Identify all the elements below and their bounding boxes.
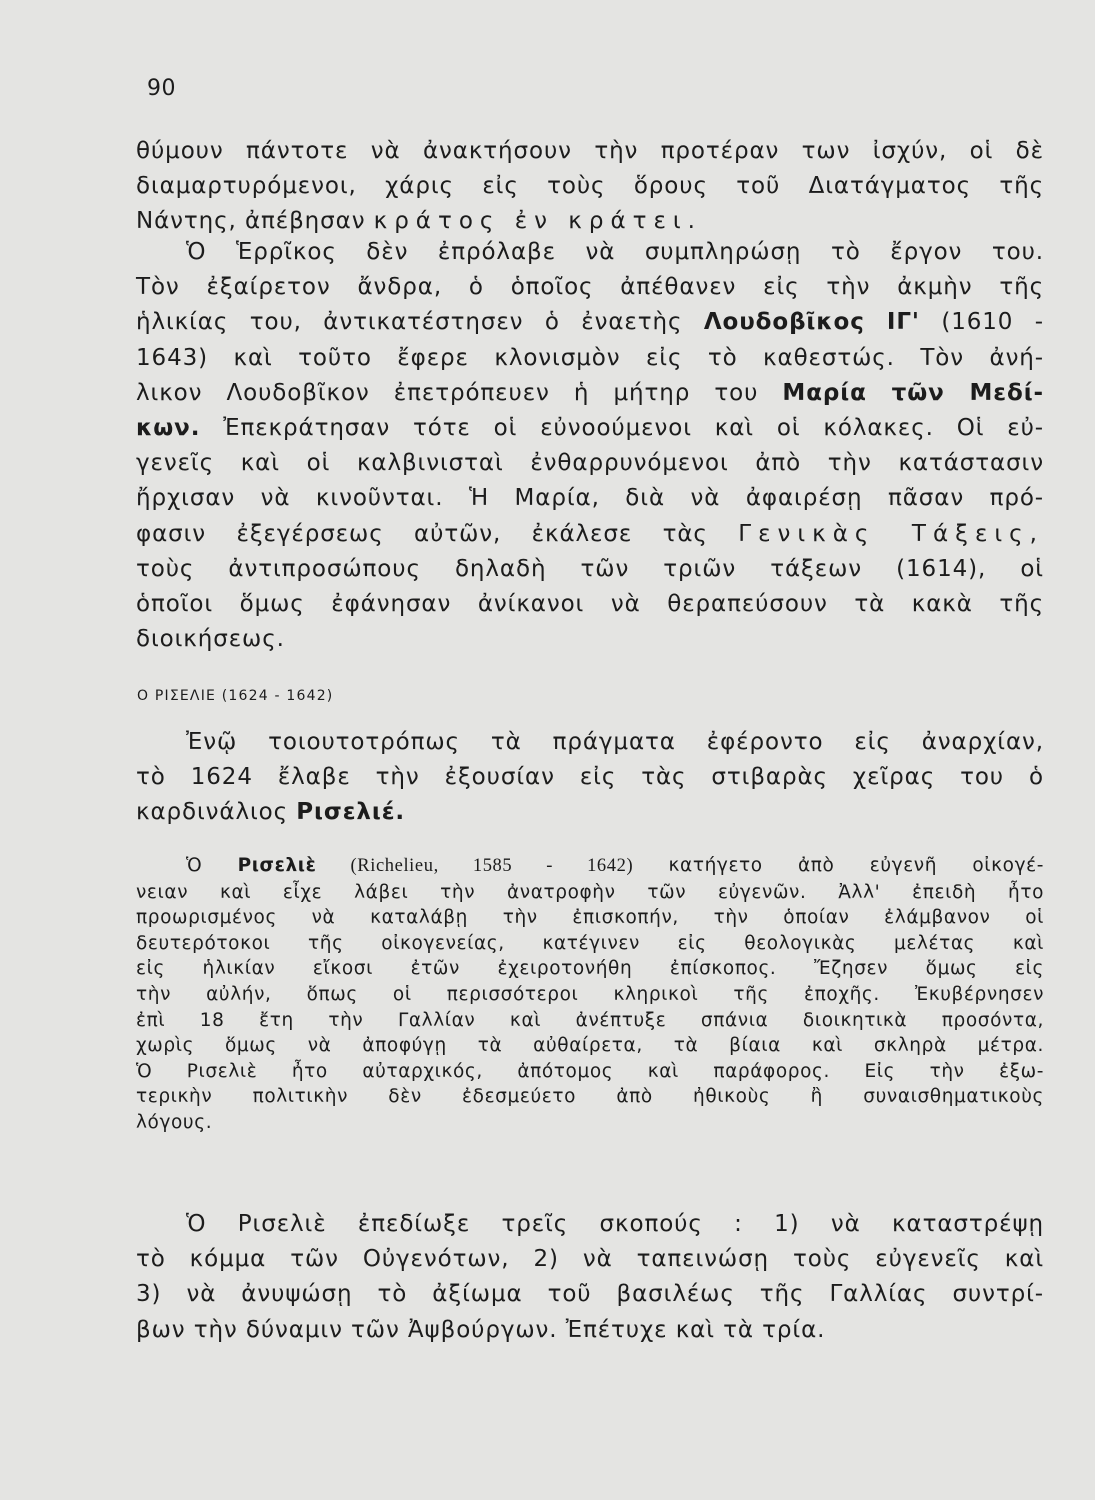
text-line (136, 411, 1044, 446)
text-line: Ὁ Ἑρρῖκος δὲν ἐπρόλαβε νὰ συμπληρώσῃ τὸ ἔργον του. (186, 239, 1044, 265)
text-line (136, 853, 1044, 880)
text-line: 3) νὰ ἀνυψώσῃ τὸ ἀξίωμα τοῦ βασιλέως τῆς Γαλλίας συντρί- (136, 1281, 1044, 1308)
emphasis-spaced: Γενικὰς Τάξεις, (738, 520, 1044, 547)
text-line: τὸ 1624 ἔλαβε τὴν ἐξουσίαν εἰς τὰς στιβαρὰς χεῖρας του ὁ (136, 764, 1044, 791)
text-run: (1610 - (919, 309, 1044, 336)
page-number: 90 (147, 76, 176, 101)
text-line: ἤρχισαν νὰ κινοῦνται. Ἡ Μαρία, διὰ νὰ ἀφαιρέσῃ πᾶσαν πρό- (136, 485, 1044, 512)
text-line (136, 305, 1044, 340)
text-line: θύμουν πάντοτε νὰ ἀνακτήσουν τὴν προτέραν των ἰσχύν, οἱ δὲ (136, 138, 1044, 164)
emphasis-bold: Ρισελιὲ (237, 855, 317, 876)
text-run: Ἐπεκράτησαν τότε οἱ εὐνοούμενοι καὶ οἱ κόλακες. Οἱ εὐ- (200, 415, 1044, 442)
paragraph-richelieu-intro (136, 725, 1044, 831)
text-line: Τὸν ἐξαίρετον ἄνδρα, ὁ ὁποῖος ἀπέθανεν εἰς τὴν ἀκμὴν τῆς (136, 274, 1044, 301)
latin-name: (Richelieu, 1585 - 1642) (316, 856, 634, 876)
text-line: ἐπὶ 18 ἔτη τὴν Γαλλίαν καὶ ἀνέπτυξε σπάνια διοικητικὰ προσόντα, (136, 1009, 1044, 1031)
text-line: γενεῖς καὶ οἱ καλβινισταὶ ἐνθαρρυνόμενοι ἀπὸ τὴν κατάστασιν (136, 450, 1044, 477)
text-run: φασιν ἐξεγέρσεως αὐτῶν, ἐκάλεσε τὰς (136, 520, 739, 547)
emphasis-bold: κων. (136, 415, 201, 442)
text-line: εἰς ἡλικίαν εἴκοσι ἐτῶν ἐχειροτονήθη ἐπίσκοπος. Ἔζησεν ὅμως εἰς (136, 958, 1044, 980)
text-line: 1643) καὶ τοῦτο ἔφερε κλονισμὸν εἰς τὸ καθεστώς. Τὸν ἀνή- (136, 344, 1044, 371)
emphasis-bold: Μαρία τῶν Μεδί- (782, 379, 1045, 406)
text-line: νειαν καὶ εἶχε λάβει τὴν ἀνατροφὴν τῶν εὐγενῶν. Ἀλλ' ἐπειδὴ ἦτο (136, 881, 1044, 903)
text-line (136, 795, 1044, 830)
text-line: Ἐνῷ τοιουτοτρόπως τὰ πράγματα ἐφέροντο εἰς ἀναρχίαν, (186, 729, 1044, 755)
text-run: Ὁ (186, 855, 238, 876)
text-line: χωρὶς ὅμως νὰ ἀποφύγῃ τὰ αὐθαίρετα, τὰ βίαια καὶ σκληρὰ μέτρα. (136, 1035, 1044, 1057)
emphasis-bold: Ρισελιέ. (296, 799, 406, 826)
text-line: δευτερότοκοι τῆς οἰκογενείας, κατέγινεν εἰς θεολογικὰς μελέτας καὶ (136, 932, 1044, 954)
text-line: ὁποῖοι ὅμως ἐφάνησαν ἀνίκανοι νὰ θεραπεύσουν τὰ κακὰ τῆς (136, 591, 1044, 618)
text-run: καρδινάλιος (136, 799, 297, 826)
text-run: λικον Λουδοβῖκον ἐπετρόπευεν ἡ μήτηρ του (136, 379, 783, 406)
emphasis-bold: Λουδοβῖκος ΙΓ' (703, 309, 920, 336)
text-line: τοὺς ἀντιπροσώπους δηλαδὴ τῶν τριῶν τάξεων (1614), οἱ (136, 555, 1044, 582)
text-line: βων τὴν δύναμιν τῶν Ἀψβούργων. Ἐπέτυχε καὶ τὰ τρία. (136, 1316, 826, 1343)
emphasis-spaced: κράτος ἐν κράτει. (373, 208, 702, 235)
section-heading: Ο ΡΙΣΕΛΙΕ (1624 - 1642) (137, 688, 334, 704)
text-line (136, 517, 1044, 552)
text-line: τερικὴν πολιτικὴν δὲν ἐδεσμεύετο ἀπὸ ἠθικοὺς ἢ συναισθηματικοὺς (136, 1086, 1044, 1108)
paragraph-intro (136, 134, 1044, 240)
text-line: Ὁ Ρισελιὲ ἐπεδίωξε τρεῖς σκοπούς : 1) νὰ καταστρέψῃ (186, 1211, 1044, 1237)
text-line: Ὁ Ρισελιὲ ἦτο αὐταρχικός, ἀπότομος καὶ παράφορος. Εἰς τὴν ἐξω- (136, 1060, 1044, 1082)
text-run: κατήγετο ἀπὸ εὐγενῆ οἰκογέ- (633, 855, 1044, 876)
text-line: λόγους. (136, 1111, 213, 1133)
text-line: διοικήσεως. (136, 626, 285, 653)
text-line: προωρισμένος νὰ καταλάβῃ τὴν ἐπισκοπήν, τὴν ὁποίαν ἐλάμβανον οἱ (136, 907, 1044, 929)
paragraph-richelieu-biography (136, 853, 1044, 1136)
text-line (136, 376, 1044, 411)
paragraph-richelieu-goals (136, 1207, 1044, 1348)
text-run: Νάντης, ἀπέβησαν (136, 208, 374, 235)
paragraph-louis (136, 235, 1044, 657)
text-line: τὸ κόμμα τῶν Οὐγενότων, 2) νὰ ταπεινώσῃ τοὺς εὐγενεῖς καὶ (136, 1246, 1044, 1273)
text-line: τὴν αὐλήν, ὅπως οἱ περισσότεροι κληρικοὶ τῆς ἐποχῆς. Ἐκυβέρνησεν (136, 983, 1044, 1005)
text-line: διαμαρτυρόμενοι, χάρις εἰς τοὺς ὅρους τοῦ Διατάγματος τῆς (136, 173, 1044, 200)
text-run: ἡλικίας του, ἀντικατέστησεν ὁ ἐναετὴς (136, 309, 704, 336)
